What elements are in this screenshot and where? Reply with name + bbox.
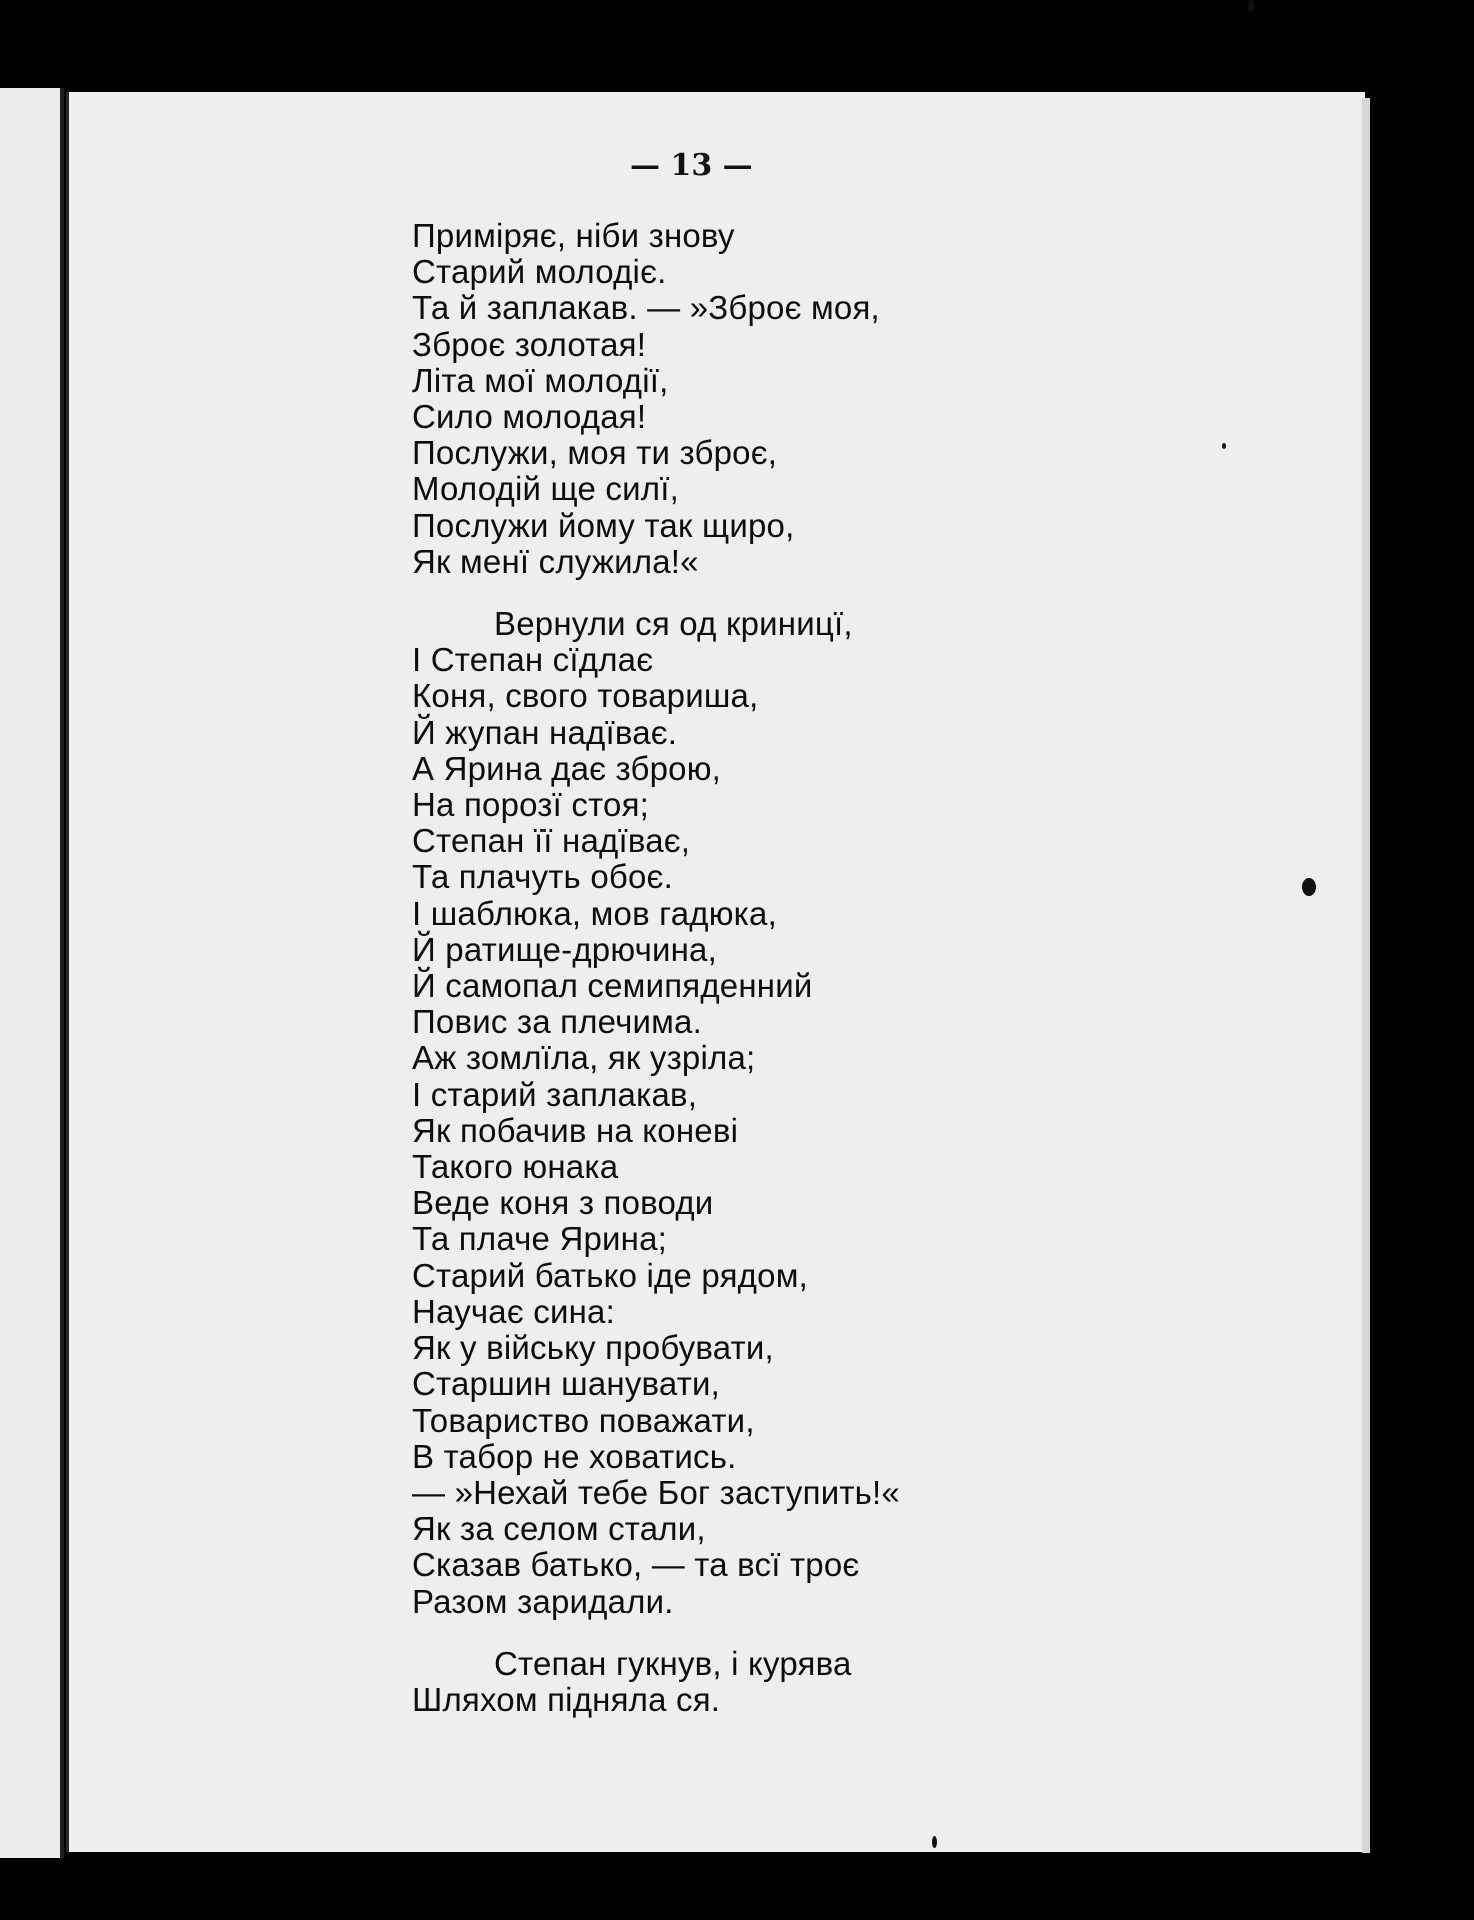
ink-speck [1302, 878, 1316, 896]
poem-line: Такого юнака [412, 1148, 619, 1186]
poem-line: В табор не ховатись. [412, 1437, 737, 1475]
poem-line: — »Нехай тебе Бог заступить!« [412, 1473, 900, 1511]
poem-line: Як побачив на коневі [412, 1111, 739, 1149]
poem-line: Та плаче Ярина; [412, 1220, 668, 1258]
poem-line: На порозї стоя; [412, 786, 650, 824]
poem-line: Аж зомлїла, як узріла; [412, 1039, 756, 1077]
poem-line: І Степан сїдлає [412, 641, 654, 679]
poem-line: Зброє золотая! [412, 325, 647, 363]
page-edge-right [1362, 98, 1370, 1853]
stanza-1 [412, 218, 900, 580]
poem-line: Літа мої молодії, [412, 361, 669, 399]
poem-line: Й ратище-дрючина, [412, 930, 717, 968]
poem-line: Веде коня з поводи [412, 1184, 714, 1222]
poem-line: Старий молодіє. [412, 253, 667, 291]
poem-line: Научає сина: [412, 1292, 615, 1330]
poem-line: Приміряє, ніби знову [412, 217, 735, 254]
poem-line: Сило молодая! [412, 398, 647, 436]
poem-line: Повис за плечима. [412, 1003, 702, 1041]
poem-line: Старий батько іде рядом, [412, 1256, 808, 1294]
poem-line: Як за селом стали, [412, 1510, 706, 1548]
poem-line: Степан її надїває, [412, 822, 691, 860]
poem-line: Степан гукнув, і курява [494, 1644, 852, 1682]
ink-speck [932, 1836, 937, 1848]
poem-line: І шаблюка, мов гадюка, [412, 894, 777, 932]
poem-line: Як менї служила!« [412, 542, 699, 580]
poem-line: І старий заплакав, [412, 1075, 698, 1113]
poem-line: Й самопал семипяденний [412, 967, 813, 1005]
poem-line: Вернули ся од криницї, [494, 605, 853, 643]
poem-line: Та плачуть обоє. [412, 858, 673, 896]
poem-line: Й жупан надїває. [412, 713, 678, 751]
poem-text [412, 218, 900, 1744]
poem-line: А Ярина дає зброю, [412, 749, 722, 787]
poem-line: Шляхом підняла ся. [412, 1680, 721, 1718]
stanza-3 [412, 1646, 900, 1718]
poem-line: Коня, свого товариша, [412, 677, 759, 715]
poem-line: Молодій ще силї, [412, 470, 679, 508]
poem-line: Як у війську пробувати, [412, 1329, 774, 1367]
poem-line: Разом заридали. [412, 1582, 674, 1620]
stanza-2 [412, 606, 900, 1620]
ink-speck [1222, 443, 1226, 449]
poem-line: Послужи йому так щиро, [412, 506, 795, 544]
poem-line: Та й заплакав. — »Зброє моя, [412, 289, 880, 327]
left-page-edge [0, 88, 64, 1858]
ink-speck [1248, 0, 1254, 12]
poem-line: Товариство поважати, [412, 1401, 755, 1439]
poem-line: Сказав батько, — та всї троє [412, 1546, 860, 1584]
poem-line: Послужи, моя ти зброє, [412, 434, 778, 472]
page-number: — 13 — [630, 148, 753, 183]
poem-line: Старшин шанувати, [412, 1365, 721, 1403]
